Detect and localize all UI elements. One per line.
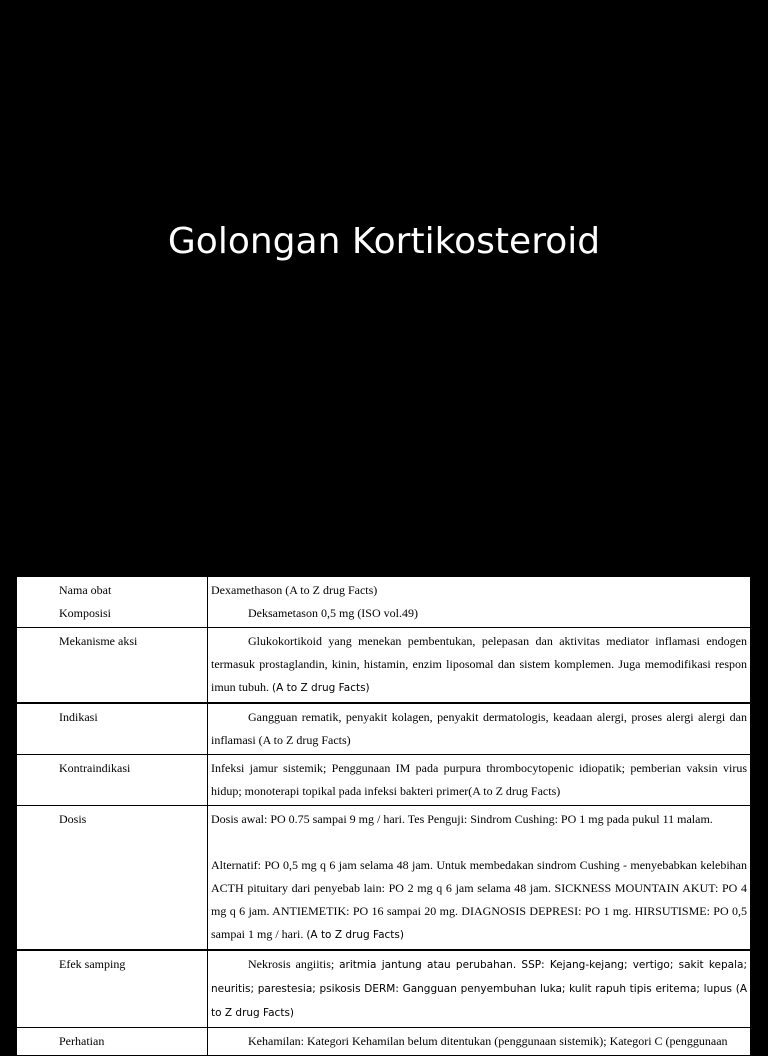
perhatian-text: Kehamilan: Kategori Kehamilan belum ditentukan (penggunaan sistemik); Kategori C (penggunaan — [248, 1034, 728, 1048]
row-value-nama-obat: Dexamethason (A to Z drug Facts) — [211, 583, 378, 597]
row-value-indikasi — [208, 703, 751, 755]
row-label-perhatian: Perhatian — [17, 1028, 208, 1056]
row-label — [17, 577, 208, 628]
drug-info-table — [16, 576, 751, 1056]
table-row — [17, 950, 751, 1028]
dosis-source: (A to Z drug Facts) — [306, 929, 404, 941]
page-title: Golongan Kortikosteroid — [167, 221, 601, 262]
table-row — [17, 703, 751, 755]
row-label-efek-samping: Efek samping — [17, 950, 208, 1028]
dosis-text-2: Alternatif: PO 0,5 mg q 6 jam selama 48 jam. Untuk membedakan sindrom Cushing - menyebabkan kelebihan ACTH pituitary dari penyebab lain: PO 2 mg q 6 jam selama 48 jam. SICKNESS MOUNTAIN AKUT: PO 4 mg q 6 jam. ANTIEMETIK: PO 16 sampai 20 mg. DIAGNOSIS DEPRESI: PO 1 mg. HIRSUTISME: PO 0,5 sampai 1 mg / hari. — [211, 858, 747, 941]
row-label-kontraindikasi: Kontraindikasi — [17, 755, 208, 806]
efek-samping-text-serif: Nekrosis angiitis; — [248, 957, 335, 971]
mekanisme-aksi-text: Glukokortikoid yang menekan pembentukan, pelepasan dan aktivitas mediator inflamasi endogen termasuk prostaglandin, kinin, histamin, enzim liposomal dan sistem komplemen. Juga memodifikasi respon imun tubuh. — [211, 634, 747, 694]
table-row — [17, 1028, 751, 1056]
indikasi-text: Gangguan rematik, penyakit kolagen, penyakit dermatologis, keadaan alergi, proses alergi alergi dan inflamasi (A to Z drug Facts) — [211, 710, 747, 747]
row-label-mekanisme-aksi: Mekanisme aksi — [17, 628, 208, 704]
row-value-komposisi: Deksametason 0,5 mg (ISO vol.49) — [248, 606, 418, 620]
drug-table — [16, 576, 751, 1056]
row-value-mekanisme-aksi — [208, 628, 751, 704]
table-row — [17, 806, 751, 951]
row-value-dosis — [208, 806, 751, 951]
row-label-komposisi: Komposisi — [59, 606, 112, 620]
row-value-efek-samping — [208, 950, 751, 1028]
row-label-indikasi: Indikasi — [17, 703, 208, 755]
table-row — [17, 755, 751, 806]
row-label-nama-obat: Nama obat — [59, 583, 112, 597]
dosis-text-1: Dosis awal: PO 0.75 sampai 9 mg / hari. Tes Penguji: Sindrom Cushing: PO 1 mg pada pukul 11 malam. — [211, 812, 713, 826]
row-value-perhatian — [208, 1028, 751, 1056]
table-row — [17, 577, 751, 628]
efek-samping-text-sans: aritmia jantung atau perubahan. SSP: Kejang-kejang; vertigo; sakit kepala; neuritis; parestesia; psikosis DERM: Gangguan penyembuhan luka; kulit rapuh tipis eritema; lupus (A to Z drug Facts) — [211, 959, 747, 1019]
row-value-kontraindikasi: Infeksi jamur sistemik; Penggunaan IM pada purpura thrombocytopenic idiopatik; pemberian vaksin virus hidup; monoterapi topikal pada infeksi bakteri primer(A to Z drug Facts) — [208, 755, 751, 806]
row-value — [208, 577, 751, 628]
mekanisme-aksi-source: (A to Z drug Facts) — [272, 682, 370, 694]
table-row — [17, 628, 751, 704]
row-label-dosis: Dosis — [17, 806, 208, 951]
